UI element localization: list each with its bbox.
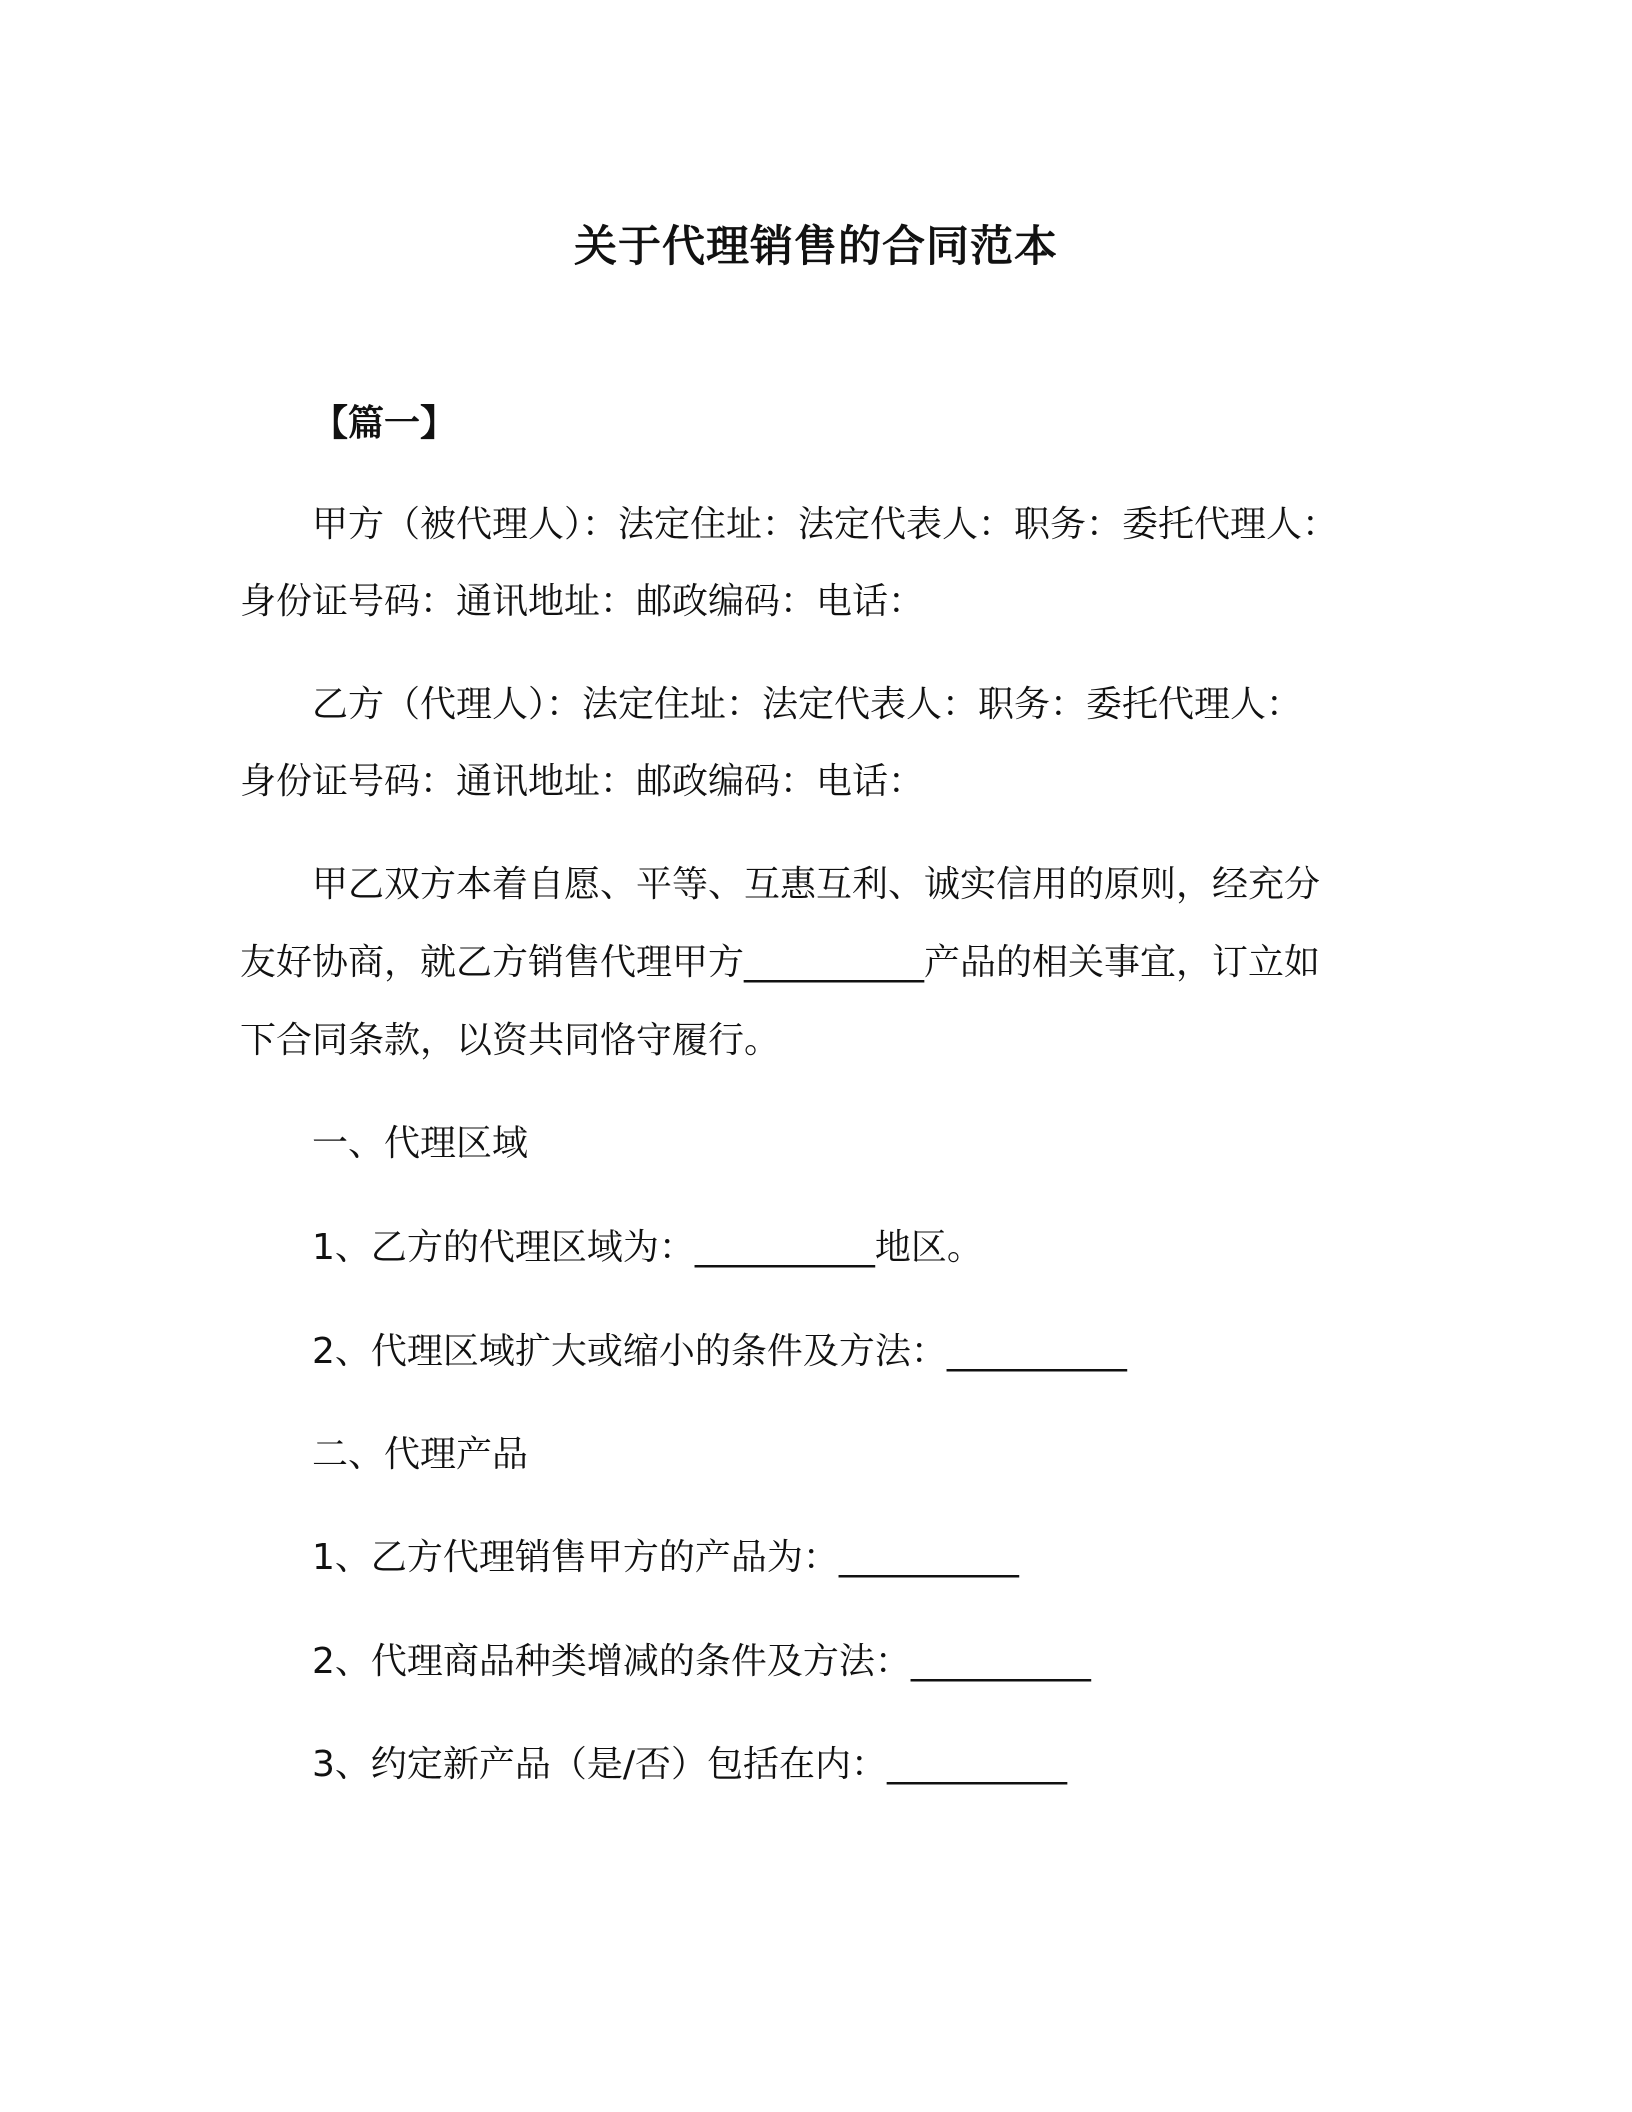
- preamble-line2: 友好协商，就乙方销售代理甲方__________产品的相关事宜，订立如: [240, 942, 1321, 983]
- preamble-line1: 甲乙双方本着自愿、平等、互惠互利、诚实信用的原则，经充分: [312, 864, 1321, 905]
- clause2-item1: 1、乙方代理销售甲方的产品为：__________: [312, 1537, 1019, 1578]
- clause1-item1: 1、乙方的代理区域为：__________地区。: [312, 1227, 983, 1268]
- party-b-line1: 乙方（代理人）：法定住址：法定代表人：职务：委托代理人：: [312, 684, 1303, 725]
- clause2-heading: 二、代理产品: [312, 1434, 529, 1475]
- preamble-line3: 下合同条款，以资共同恪守履行。: [240, 1020, 781, 1061]
- party-a-line2: 身份证号码：通讯地址：邮政编码：电话：: [240, 581, 925, 622]
- clause2-item2: 2、代理商品种类增减的条件及方法：__________: [312, 1641, 1091, 1682]
- clause2-item3: 3、约定新产品（是/否）包括在内：__________: [312, 1744, 1068, 1785]
- party-b-line2: 身份证号码：通讯地址：邮政编码：电话：: [240, 761, 925, 802]
- party-a-line1: 甲方（被代理人）：法定住址：法定代表人：职务：委托代理人：: [312, 504, 1339, 545]
- document-title: 关于代理销售的合同范本: [574, 222, 1058, 272]
- clause1-item2: 2、代理区域扩大或缩小的条件及方法：__________: [312, 1331, 1127, 1372]
- clause1-heading: 一、代理区域: [312, 1123, 529, 1164]
- section-label: 【篇一】: [312, 403, 457, 444]
